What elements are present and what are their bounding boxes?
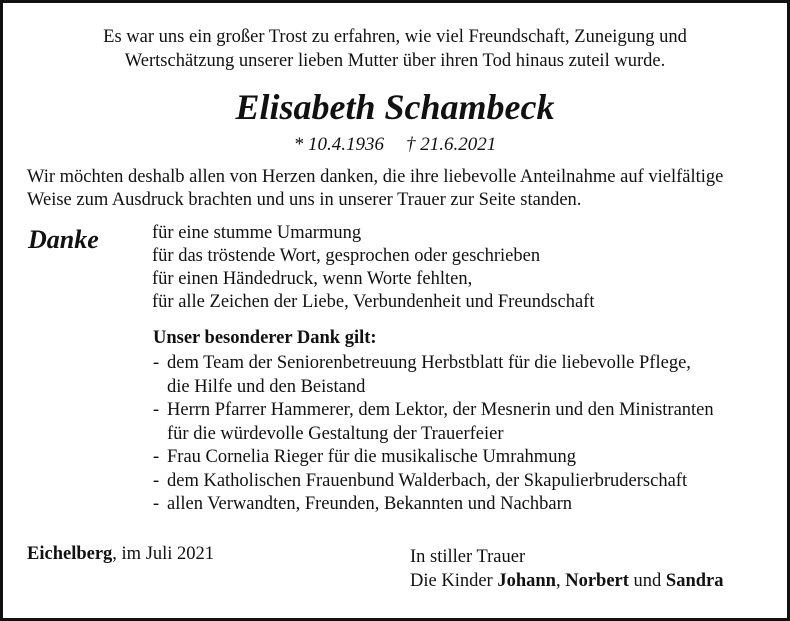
special-item-continuation: für die würdevolle Gestaltung der Trauerfeier [167,423,504,444]
place-and-date [27,542,214,566]
separator: , [555,571,566,591]
deceased-name: Elisabeth Schambeck [235,87,555,127]
intro-line-1: Es war uns ein großer Trost zu erfahren, wie viel Freundschaft, Zuneigung und [103,27,687,47]
children-line [410,569,724,593]
gratitude-line-1: Wir möchten deshalb allen von Herzen danken, die ihre liebevolle Anteilnahme auf vielfältige [27,167,724,187]
danke-heading: Danke [28,225,99,254]
bullet-dash: - [153,470,160,491]
life-dates [3,133,787,157]
special-item-continuation: die Hilfe und den Beistand [167,376,366,397]
separator: und [628,571,666,591]
special-thanks-list [153,352,714,517]
child-name: Norbert [565,571,629,591]
special-item [153,399,714,423]
place-name: Eichelberg [27,544,113,564]
danke-item: für eine stumme Umarmung [152,223,362,243]
special-thanks-title: Unser besonderer Dank gilt: [153,328,377,348]
bullet-dash: - [153,447,160,467]
birth-date: * 10.4.1936 [293,134,384,155]
death-date: † 21.6.2021 [406,134,497,155]
special-item-text: Frau Cornelia Rieger für die musikalische Umrahmung [167,447,576,467]
bullet-dash: - [153,494,160,514]
special-item [153,446,714,470]
signature-block [410,545,724,593]
child-name: Johann [497,571,556,591]
danke-item: für alle Zeichen der Liebe, Verbundenheit und Freundschaft [152,292,595,312]
special-item-text: Herrn Pfarrer Hammerer, dem Lektor, der Mesnerin und den Ministranten [167,400,714,420]
children-prefix: Die Kinder [410,571,498,591]
child-name: Sandra [665,571,724,591]
gratitude-line-2: Weise zum Ausdruck brachten und uns in unserer Trauer zur Seite standen. [27,190,582,210]
mourning-line: In stiller Trauer [410,547,526,567]
special-item [153,352,714,376]
special-item [153,470,714,494]
bullet-dash: - [153,353,160,373]
bullet-dash: - [153,400,160,420]
date-text: , im Juli 2021 [112,544,215,564]
danke-item: für das tröstende Wort, gesprochen oder geschrieben [152,246,541,266]
intro-line-2: Wertschätzung unserer lieben Mutter über ihren Tod hinaus zuteil wurde. [124,51,666,71]
danke-list [152,222,594,314]
special-item-text: dem Team der Seniorenbetreuung Herbstblatt für die liebevolle Pflege, [167,353,691,373]
danke-item: für einen Händedruck, wenn Worte fehlten, [152,269,473,289]
special-item [153,493,714,517]
special-item-text: allen Verwandten, Freunden, Bekannten und Nachbarn [167,494,572,514]
special-item-text: dem Katholischen Frauenbund Walderbach, der Skapulierbruderschaft [167,470,688,491]
